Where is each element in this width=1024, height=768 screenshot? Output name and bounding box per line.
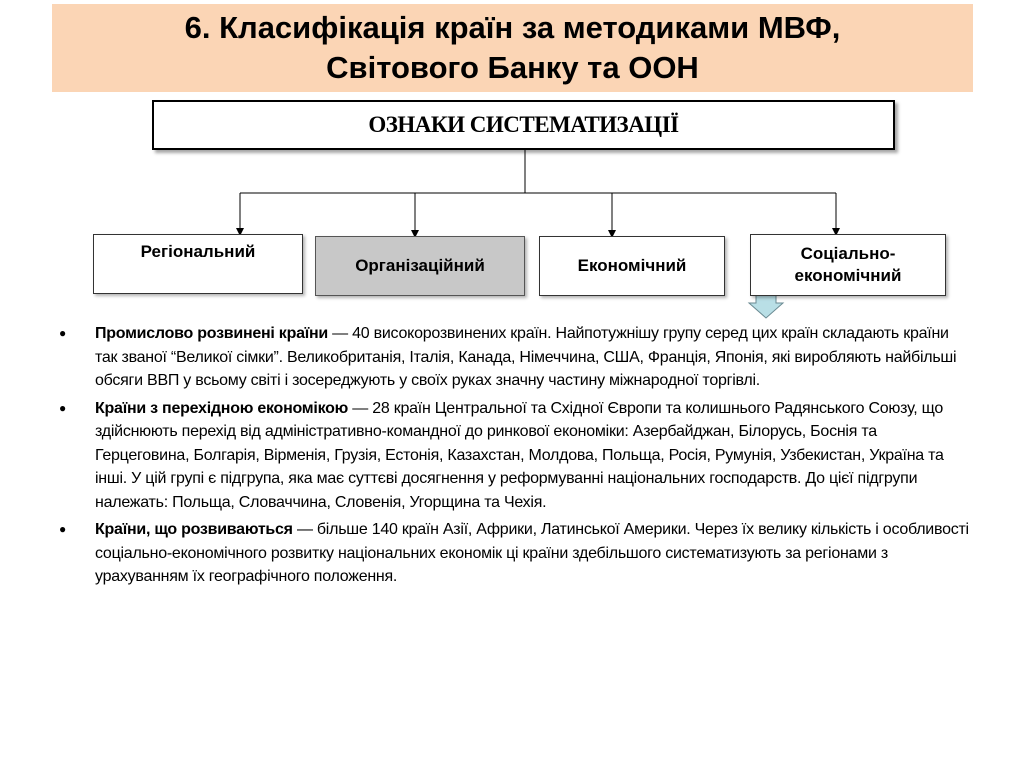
bullet-description: — більше 140 країн Азії, Африки, Латинської Америки. Через їх велику кількість і особливості соціально-економічного розвитку національних економік ці країни здебільшого систематизують за регіонами з урахуванням їх географічного положення. xyxy=(95,521,969,585)
slide-title-line-2: Світового Банку та ООН xyxy=(326,50,699,85)
bullet-list xyxy=(52,322,972,593)
bullet-term: Країни з перехідною економікою xyxy=(95,399,349,417)
category-socioeconomic-label-line-2: економічний xyxy=(794,266,902,285)
slide-title-line-1: 6. Класифікація країн за методиками МВФ, xyxy=(184,10,841,45)
bullet-text xyxy=(95,397,972,515)
category-socioeconomic-label-line-1: Соціально- xyxy=(800,244,896,263)
bullet-item xyxy=(52,518,972,589)
category-regional-label: Регіональний xyxy=(140,242,256,261)
bullet-item xyxy=(52,322,972,393)
bullet-description: — 28 країн Центральної та Східної Європи та колишнього Радянського Союзу, що здійснюють перехід від адміністративно-командної до ринкової економіки: Азербайджан, Білорусь, Боснія та Герцеговина, Болгарія, Вірменія, Грузія, Естонія, Казахстан, Молдова, Польща, Росія, Румунія, Узбекистан, Україна та інші. У цій групі є підгрупа, яка має суттєві досягнення у реформуванні національних господарств. До цієї підгрупи належать: Польща, Словаччина, Словенія, Угорщина та Чехія. xyxy=(95,399,944,511)
bullet-dot-icon: ● xyxy=(59,522,66,536)
bullet-dot-icon: ● xyxy=(59,400,66,415)
category-socioeconomic xyxy=(750,234,946,296)
category-organizational-label: Організаційний xyxy=(355,256,485,275)
category-economic xyxy=(539,236,725,296)
bullet-description: — 40 високорозвинених країн. Найпотужнішу групу серед цих країн складають країни так званої “Великої сімки”. Великобританія, Італія, Канада, Німеччина, США, Франція, Японія, які виробляють найбільші обсяги ВВП у всьому світі і зосереджують у своїх руках значну частину міжнародної торгівлі. xyxy=(95,325,957,389)
category-organizational xyxy=(315,236,525,296)
bullet-item xyxy=(52,397,972,515)
category-regional xyxy=(93,234,303,294)
root-label: ОЗНАКИ СИСТЕМАТИЗАЦІЇ xyxy=(368,112,679,137)
category-economic-label: Економічний xyxy=(577,256,687,275)
bullet-text xyxy=(95,518,972,589)
bullet-dot-icon: ● xyxy=(59,326,66,340)
bullet-term: Країни, що розвиваються xyxy=(95,521,293,538)
bullet-text xyxy=(95,322,972,393)
bullet-term: Промислово розвинені країни xyxy=(95,325,328,342)
